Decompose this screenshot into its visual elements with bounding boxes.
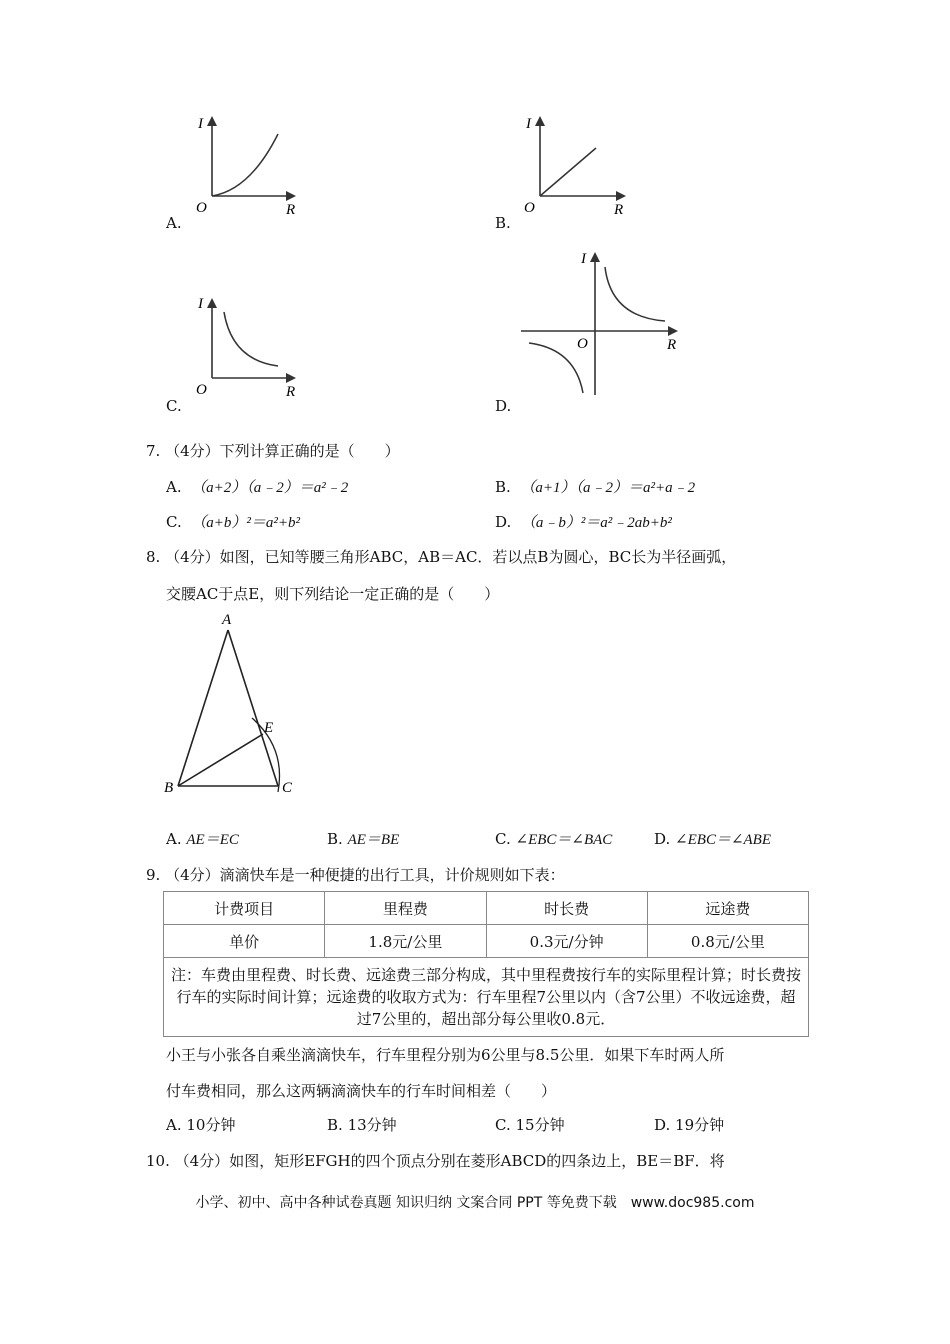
- question-number: 8.: [146, 548, 161, 566]
- option-text: 10分钟: [186, 1116, 236, 1134]
- axis-label-r: R: [286, 384, 296, 400]
- table-header-cell: 远途费: [647, 892, 808, 925]
- point-label-a: A: [222, 612, 232, 628]
- option-label: A.: [166, 478, 182, 496]
- point-label-b: B: [164, 780, 174, 796]
- table-cell: 单价: [164, 925, 325, 958]
- option-label: D.: [495, 513, 512, 531]
- axis-label-o: O: [524, 200, 535, 216]
- option-label: A.: [166, 1116, 182, 1134]
- graph-b: [508, 110, 648, 220]
- q10-stem-line: [146, 1150, 725, 1171]
- axis-label-o: O: [577, 336, 588, 352]
- option-expression: （a+b）²＝a²+b²: [191, 515, 301, 531]
- option-expression: （a+1）（a﹣2）＝a²+a﹣2: [520, 480, 696, 496]
- axis-label-i: I: [526, 116, 531, 132]
- page-footer: 小学、初中、高中各种试卷真题 知识归纳 文案合同 PPT 等免费下载 www.doc985.com: [195, 1195, 755, 1211]
- question-score: （4分）: [165, 866, 220, 884]
- q7-option-b: [495, 476, 695, 497]
- axis-label-o: O: [196, 200, 207, 216]
- option-label: D.: [654, 1116, 671, 1134]
- question-score: （4分）: [174, 1152, 230, 1170]
- fee-table: [163, 891, 809, 1037]
- question-number: 7.: [146, 442, 161, 460]
- table-cell: 0.3元/分钟: [486, 925, 647, 958]
- option-text: ∠EBC＝∠BAC: [515, 832, 613, 848]
- q6-option-a: A.: [166, 214, 182, 232]
- table-header-cell: 里程费: [325, 892, 486, 925]
- question-number: 10.: [146, 1152, 170, 1170]
- q8-option-a: [166, 828, 239, 849]
- q8-option-c: [495, 828, 612, 849]
- q9-body-line-1: 小王与小张各自乘坐滴滴快车，行车里程分别为6公里与8.5公里．如果下车时两人所: [166, 1046, 725, 1064]
- table-note-row: [164, 958, 809, 1037]
- axis-label-r: R: [286, 202, 296, 218]
- axis-label-r: R: [614, 202, 624, 218]
- q9-option-a: [166, 1114, 235, 1135]
- table-cell: 0.8元/公里: [647, 925, 808, 958]
- question-stem: 滴滴快车是一种便捷的出行工具，计价规则如下表：: [219, 866, 565, 884]
- table-header-cell: 计费项目: [164, 892, 325, 925]
- question-stem: 如图，矩形EFGH的四个顶点分别在菱形ABCD的四条边上，BE＝BF．将: [229, 1152, 725, 1170]
- q9-option-c: [495, 1114, 565, 1135]
- graph-c: [180, 290, 320, 400]
- triangle-figure: [160, 608, 310, 798]
- question-score: （4分）: [165, 442, 220, 460]
- option-text: ∠EBC＝∠ABE: [675, 832, 772, 848]
- option-text: 13分钟: [347, 1116, 397, 1134]
- point-label-e: E: [264, 720, 274, 736]
- q8-stem-line-1: [146, 546, 736, 567]
- q8-stem-line-2: 交腰AC于点E，则下列结论一定正确的是（ ）: [166, 585, 500, 603]
- option-label: B.: [327, 830, 343, 848]
- question-score: （4分）: [165, 548, 220, 566]
- option-label: C.: [495, 1116, 511, 1134]
- q9-option-b: [327, 1114, 397, 1135]
- q7-option-c: [166, 511, 300, 532]
- axis-label-r: R: [667, 337, 677, 353]
- option-label: D.: [654, 830, 671, 848]
- table-row: [164, 925, 809, 958]
- option-text: 19分钟: [675, 1116, 725, 1134]
- q9-option-d: [654, 1114, 724, 1135]
- option-expression: （a﹣b）²＝a²﹣2ab+b²: [520, 515, 672, 531]
- q6-option-b: B.: [495, 214, 511, 232]
- q6-option-c: C.: [166, 397, 182, 415]
- option-label: C.: [166, 513, 182, 531]
- q9-body-line-2: 付车费相同，那么这两辆滴滴快车的行车时间相差（ ）: [166, 1082, 557, 1100]
- option-label: C.: [495, 830, 511, 848]
- q9-stem-line: [146, 864, 565, 885]
- graph-a: [180, 110, 320, 220]
- option-text: AE＝EC: [186, 832, 239, 848]
- axis-label-i: I: [581, 251, 586, 267]
- question-number: 9.: [146, 866, 161, 884]
- q8-option-b: [327, 828, 399, 849]
- axis-label-i: I: [198, 116, 203, 132]
- option-text: 15分钟: [515, 1116, 565, 1134]
- option-label: B.: [495, 478, 511, 496]
- option-expression: （a+2）（a﹣2）＝a²﹣2: [191, 480, 349, 496]
- question-stem: 如图，已知等腰三角形ABC，AB＝AC．若以点B为圆心，BC长为半径画弧，: [219, 548, 737, 566]
- option-label: B.: [327, 1116, 343, 1134]
- axis-label-i: I: [198, 296, 203, 312]
- q8-option-d: [654, 828, 771, 849]
- axis-label-o: O: [196, 382, 207, 398]
- graph-d: [515, 245, 690, 400]
- table-cell: 1.8元/公里: [325, 925, 486, 958]
- q7-option-a: [166, 476, 348, 497]
- q7-stem-line: [146, 440, 400, 461]
- table-note: 注：车费由里程费、时长费、远途费三部分构成，其中里程费按行车的实际里程计算；时长费按行车的实际时间计算；远途费的收取方式为：行车里程7公里以内（含7公里）不收远途费，超过7公里的，超出部分每公里收0.8元．: [164, 958, 809, 1037]
- q6-option-d: D.: [495, 397, 512, 415]
- question-stem: 下列计算正确的是（ ）: [219, 442, 400, 460]
- table-header-row: [164, 892, 809, 925]
- option-text: AE＝BE: [347, 832, 400, 848]
- point-label-c: C: [282, 780, 293, 796]
- option-label: A.: [166, 830, 182, 848]
- q7-option-d: [495, 511, 672, 532]
- table-header-cell: 时长费: [486, 892, 647, 925]
